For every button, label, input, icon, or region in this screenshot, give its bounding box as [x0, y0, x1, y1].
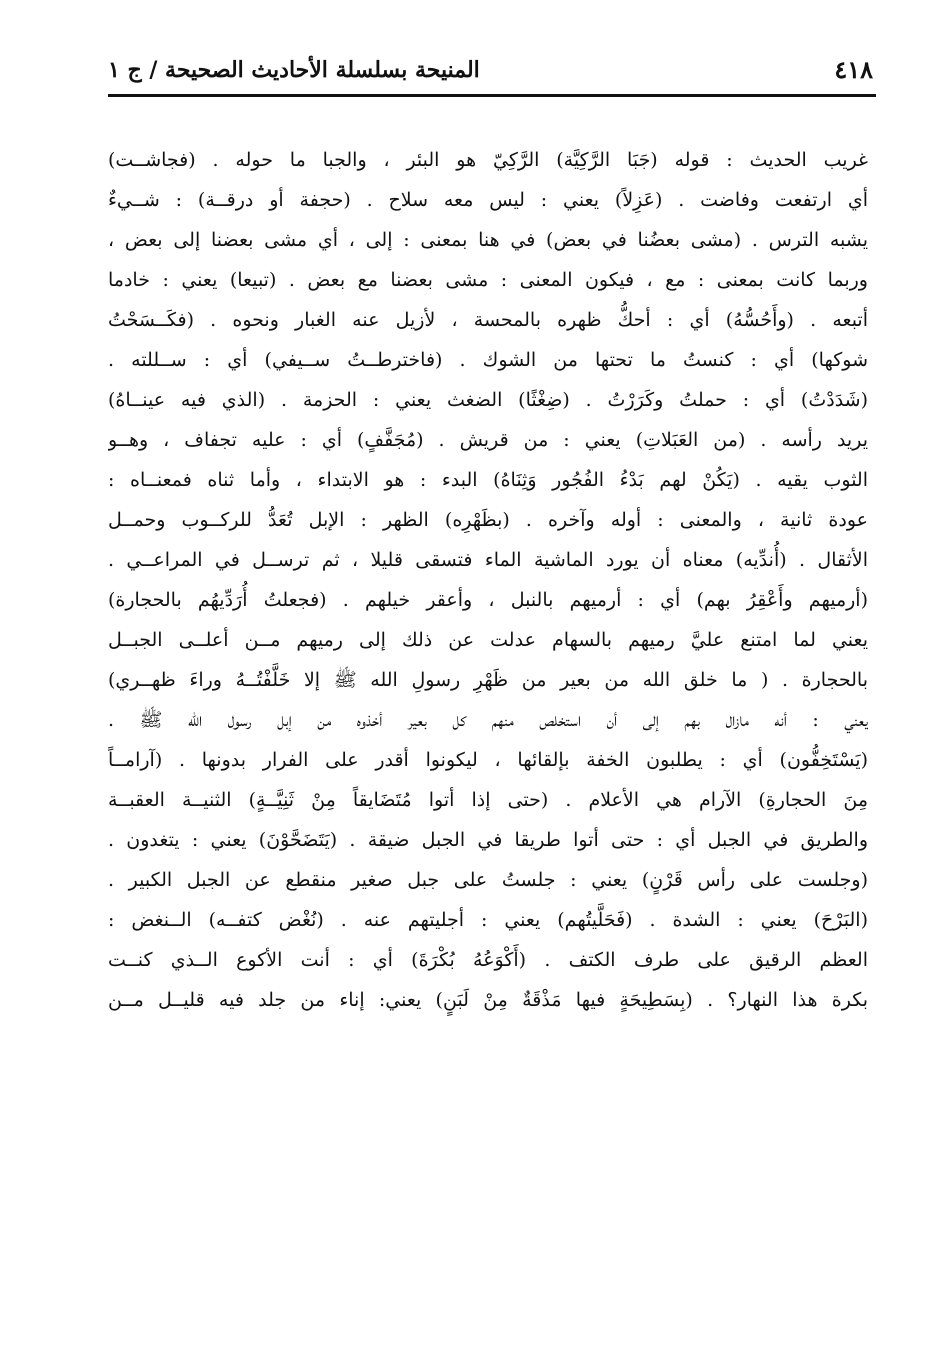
text-line: العظم الرقيق على طرف الكتف . (أَكْوَعُهُ بُكْرَةَ) أي : أنت الأكوع الــذي كنــت — [108, 949, 868, 971]
text-line: يعني لما امتنع عليَّ رميهم بالسهام عدلت عن ذلك إلى رميهم مــن أعلــى الجبــل — [108, 629, 868, 651]
text-line: (وجلست على رأس قَرْنٍ) يعني : جلستُ على جبل صغير منقطع عن الجبل الكبير . — [108, 869, 868, 891]
text-line: (شَدَدْتُ) أي : حملتُ وكَرَرْتُ . (ضِغْثًا) الضغث يعني : الحزمة . (الذي فيه عينــاهُ) — [108, 389, 868, 411]
text-line: يشبه الترس . (مشى بعضُنا في بعض) في هنا بمعنى : إلى ، أي مشى بعضنا إلى بعض ، — [108, 229, 868, 251]
text-line: غريب الحديث : قوله (جَبَا الرَّكِيَّة) الرَّكِيّ هو البئر ، والجبا ما حوله . (فجاشــت) — [108, 149, 868, 171]
text-line: يعني : أنه مازال بهم إلى أن استخلص منهم كل بعير أخذوه من إبل رسول الله ﷺ . — [108, 709, 868, 731]
page-number: ٤١٨ — [834, 55, 873, 84]
body-text — [108, 140, 868, 1020]
text-line: (البَرْحَ) يعني : الشدة . (فَحَلَّيتُهم) يعني : أجليتهم عنه . (نُغْض كتفــه) الــنغض : — [108, 909, 868, 931]
page-header — [108, 50, 873, 90]
text-line: الأثقال . (أُندِّيه) معناه أن يورد الماشية الماء فتسقى قليلا ، ثم ترســل في المراعــي . — [108, 549, 868, 571]
running-title: المنيحة بسلسلة الأحاديث الصحيحة / ج ١ — [108, 57, 480, 83]
text-line: بالحجارة . ( ما خلق الله من بعير من ظَهْرِ رسولِ الله ﷺ إلا خَلَّفْتُــهُ وراءَ ظهــري) — [108, 669, 868, 691]
text-line: وربما كانت بمعنى : مع ، فيكون المعنى : مشى بعضنا مع بعض . (تبيعا) يعني : خادما — [108, 269, 868, 291]
text-line: مِنَ الحجارةِ) الآرام هي الأعلام . (حتى إذا أتوا مُتَضَايقاً مِنْ ثَنِيَّــةٍ) الثنيــة العقبــة — [108, 789, 868, 811]
text-line: أتبعه . (وأَحُسُّهُ) أي : أحكُّ ظهره بالمحسة ، لأزيل عنه الغبار ونحوه . (فكَــسَحْتُ — [108, 309, 868, 331]
text-line: (أرميهم وأَعْقِرُ بهم) أي : أرميهم بالنبل ، وأعقر خيلهم . (فجعلتُ أُرَدِّيهُم بالحجارة) — [108, 589, 868, 611]
text-line: شوكها) أي : كنستُ ما تحتها من الشوك . (فاخترطــتُ ســيفي) أي : ســللته . — [108, 349, 868, 371]
text-line: أي ارتفعت وفاضت . (عَزِلاً) يعني : ليس معه سلاح . (حجفة أو درقــة) : شــيءٌ — [108, 189, 868, 211]
text-line: بكرة هذا النهار؟ . (بِسَطِيحَةٍ فيها مَذْقَةٌ مِنْ لَبَنٍ) يعني: إناء من جلد فيه قليــل مــن — [108, 989, 868, 1011]
text-line: الثوب يقيه . (يَكُنْ لهم بَدْءُ الفُجُور وَثِنَاهُ) البدء : هو الابتداء ، وأما ثناه فمعنــاه : — [108, 469, 868, 491]
header-divider — [108, 94, 876, 97]
text-line: والطريق في الجبل أي : حتى أتوا طريقا في الجبل ضيقة . (يَتَضَحَّوْنَ) يعني : يتغدون . — [108, 829, 868, 851]
text-line: (يَسْتَخِفُّون) أي : يطلبون الخفة بإلقائها ، ليكونوا أقدر على الفرار بدونها . (آرامــاً — [108, 749, 868, 771]
text-line: يريد رأسه . (من العَبَلاتِ) يعني : من قريش . (مُجَفَّفٍ) أي : عليه تجفاف ، وهــو — [108, 429, 868, 451]
text-line: عودة ثانية ، والمعنى : أوله وآخره . (بظَهْرِه) الظهر : الإبل تُعَدُّ للركــوب وحمــل — [108, 509, 868, 531]
